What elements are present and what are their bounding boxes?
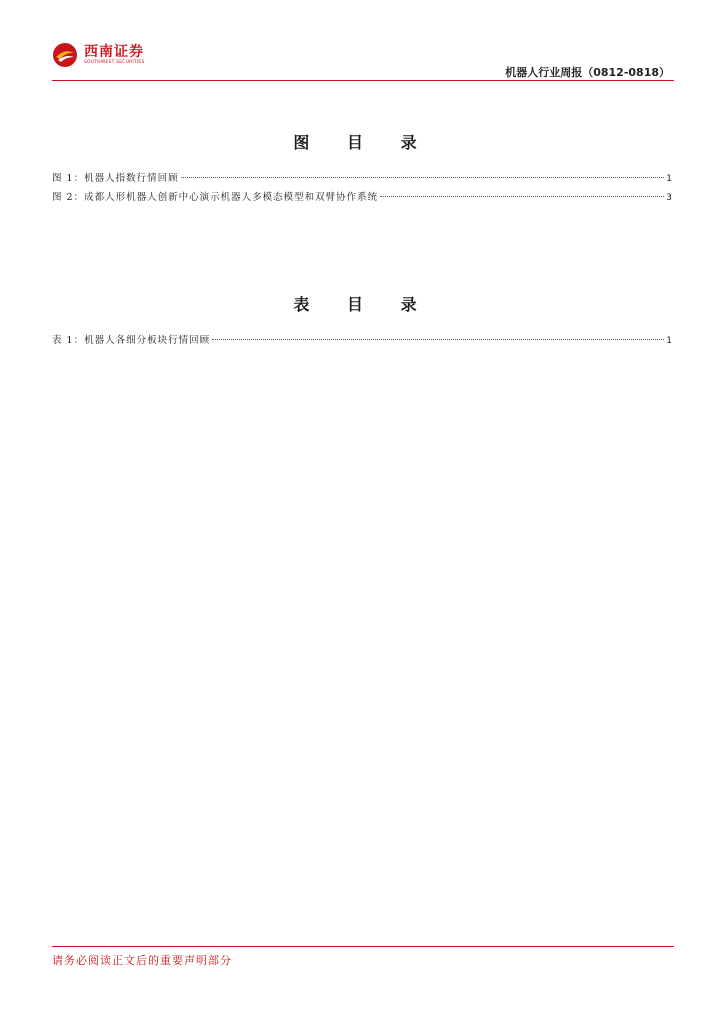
logo-chinese-name: 西南证券: [84, 44, 144, 60]
logo-emblem-icon: [52, 42, 78, 68]
toc-entry-page[interactable]: 1: [666, 174, 672, 184]
footer-disclaimer-note: 请务必阅读正文后的重要声明部分: [52, 954, 232, 967]
toc-leader-dots: [212, 339, 664, 340]
footer-divider: [52, 946, 674, 947]
company-logo: [52, 42, 145, 68]
toc-leader-dots: [181, 177, 665, 178]
table-toc-list: [52, 332, 672, 351]
toc-entry-label[interactable]: 图 1：机器人指数行情回顾: [52, 173, 179, 184]
table-toc-title: 表 目 录: [293, 295, 433, 314]
toc-entry[interactable]: [52, 189, 672, 208]
toc-entry-page[interactable]: 1: [666, 336, 672, 346]
header-divider: [52, 80, 674, 81]
toc-entry[interactable]: [52, 170, 672, 189]
report-title: 机器人行业周报（0812-0818）: [505, 66, 670, 79]
toc-entry-page[interactable]: 3: [666, 193, 672, 203]
toc-entry-label[interactable]: 图 2：成都人形机器人创新中心演示机器人多模态模型和双臂协作系统: [52, 192, 379, 203]
toc-entry-label[interactable]: 表 1：机器人各细分板块行情回顾: [52, 335, 211, 346]
figure-toc-list: [52, 170, 672, 208]
toc-entry[interactable]: [52, 332, 672, 351]
logo-english-name: SOUTHWEST SECURITIES: [84, 60, 145, 65]
page-header: [52, 40, 674, 82]
figure-toc-title: 图 目 录: [293, 133, 433, 152]
toc-leader-dots: [380, 196, 664, 197]
